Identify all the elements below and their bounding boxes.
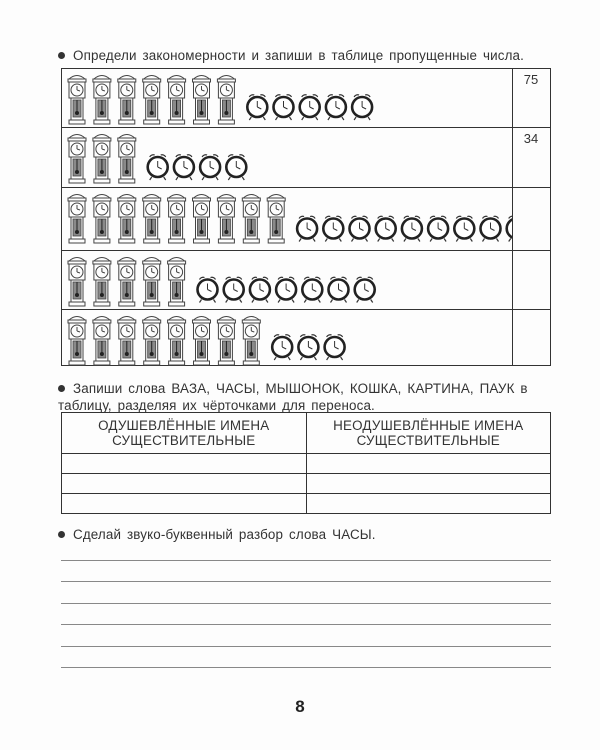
grandfather-clock-icon (68, 258, 86, 307)
alarm-clock-icon (297, 216, 317, 241)
grandfather-clock-icon (93, 195, 111, 244)
alarm-clock-icon (298, 335, 318, 360)
alarm-clock-icon (224, 277, 244, 302)
grandfather-clock-icon (68, 195, 86, 244)
alarm-clock-icon (481, 216, 501, 241)
alarm-clock-icon (250, 277, 270, 302)
clock-picture-cell (62, 310, 513, 365)
clock-picture-cell (62, 69, 513, 127)
clock-row (62, 187, 550, 250)
grandfather-clock-icon (93, 258, 111, 307)
answer-cell[interactable] (512, 310, 550, 365)
alarm-clock-icon (174, 155, 194, 180)
clock-pictures (62, 69, 512, 127)
task-2-text: Запиши слова ВАЗА, ЧАСЫ, МЫШОНОК, КОШКА, КАРТИНА, ПАУК в таблицу, разделяя их чёрточками для переноса. (58, 381, 528, 413)
animate-noun-cell[interactable] (62, 474, 307, 494)
noun-table-header (62, 413, 551, 454)
clock-picture-cell (62, 128, 513, 187)
clock-row (62, 69, 550, 127)
alarm-clock-icon (274, 95, 294, 120)
grandfather-clock-icon (68, 76, 86, 125)
alarm-clock-icon (300, 95, 320, 120)
answer-cell[interactable]: 75 (523, 72, 539, 87)
alarm-clock-icon (350, 216, 370, 241)
writing-line[interactable] (61, 624, 551, 625)
bullet-icon (58, 52, 65, 59)
animate-nouns-header: ОДУШЕВЛЁННЫЕ ИМЕНА СУЩЕСТВИТЕЛЬНЫЕ (62, 413, 307, 454)
inanimate-noun-cell[interactable] (306, 454, 551, 474)
clock-picture-cell (62, 251, 513, 309)
grandfather-clock-icon (168, 76, 186, 125)
alarm-clock-icon (323, 216, 343, 241)
grandfather-clock-icon (143, 317, 161, 366)
grandfather-clock-icon (217, 76, 235, 125)
noun-table-row (62, 494, 551, 514)
alarm-clock-icon (247, 95, 267, 120)
grandfather-clock-icon (168, 258, 186, 307)
clock-pictures (62, 188, 512, 251)
alarm-clock-icon (329, 277, 349, 302)
task-3-instruction (58, 526, 558, 543)
grandfather-clock-icon (93, 317, 111, 366)
task-2-instruction (58, 380, 558, 414)
grandfather-clock-icon (143, 258, 161, 307)
grandfather-clock-icon (118, 135, 136, 184)
alarm-clock-icon (402, 216, 422, 241)
grandfather-clock-icon (118, 317, 136, 366)
noun-table-row (62, 454, 551, 474)
grandfather-clock-icon (242, 317, 260, 366)
page-number: 8 (295, 697, 305, 716)
writing-line[interactable] (61, 560, 551, 561)
alarm-clock-icon (272, 335, 292, 360)
grandfather-clock-icon (118, 195, 136, 244)
animate-noun-cell[interactable] (62, 454, 307, 474)
alarm-clock-icon (376, 216, 396, 241)
alarm-clock-icon (326, 95, 346, 120)
grandfather-clock-icon (193, 317, 211, 366)
alarm-clock-icon (355, 277, 375, 302)
clock-row (62, 309, 550, 365)
grandfather-clock-icon (168, 317, 186, 366)
writing-line[interactable] (61, 667, 551, 668)
clock-pictures (62, 251, 512, 310)
grandfather-clock-icon (193, 76, 211, 125)
alarm-clock-icon (276, 277, 296, 302)
bullet-icon (58, 385, 65, 392)
clock-pictures (62, 128, 512, 188)
writing-line[interactable] (61, 603, 551, 604)
inanimate-nouns-header: НЕОДУШЕВЛЁННЫЕ ИМЕНА СУЩЕСТВИТЕЛЬНЫЕ (306, 413, 551, 454)
task-1-instruction (58, 47, 558, 64)
grandfather-clock-icon (143, 76, 161, 125)
answer-cell[interactable] (512, 251, 550, 309)
writing-line[interactable] (61, 581, 551, 582)
grandfather-clock-icon (93, 76, 111, 125)
alarm-clock-icon (428, 216, 448, 241)
alarm-clock-icon (198, 277, 218, 302)
alarm-clock-icon (454, 216, 474, 241)
writing-line[interactable] (61, 646, 551, 647)
grandfather-clock-icon (68, 317, 86, 366)
grandfather-clock-icon (118, 76, 136, 125)
alarm-clock-icon (226, 155, 246, 180)
alarm-clock-icon (325, 335, 345, 360)
grandfather-clock-icon (193, 195, 211, 244)
grandfather-clock-icon (217, 195, 235, 244)
task-1-text: Определи закономерности и запиши в таблице пропущенные числа. (73, 48, 524, 63)
alarm-clock-icon (302, 277, 322, 302)
inanimate-noun-cell[interactable] (306, 494, 551, 514)
clock-row (62, 250, 550, 309)
grandfather-clock-icon (217, 317, 235, 366)
grandfather-clock-icon (267, 195, 285, 244)
bullet-icon (58, 531, 65, 538)
writing-lines (61, 560, 551, 688)
clock-pictures (62, 310, 512, 366)
answer-cell[interactable]: 34 (523, 131, 539, 146)
clock-picture-cell (62, 188, 513, 250)
alarm-clock-icon (148, 155, 168, 180)
animate-noun-cell[interactable] (62, 494, 307, 514)
answer-cell[interactable] (512, 188, 550, 250)
inanimate-noun-cell[interactable] (306, 474, 551, 494)
alarm-clock-icon (200, 155, 220, 180)
grandfather-clock-icon (93, 135, 111, 184)
clock-row (62, 127, 550, 187)
noun-table (61, 412, 551, 514)
noun-table-row (62, 474, 551, 494)
grandfather-clock-icon (118, 258, 136, 307)
grandfather-clock-icon (168, 195, 186, 244)
grandfather-clock-icon (143, 195, 161, 244)
alarm-clock-icon (352, 95, 372, 120)
clock-pattern-table (61, 68, 551, 366)
task-3-text: Сделай звуко-буквенный разбор слова ЧАСЫ. (73, 527, 376, 542)
grandfather-clock-icon (242, 195, 260, 244)
grandfather-clock-icon (68, 135, 86, 184)
